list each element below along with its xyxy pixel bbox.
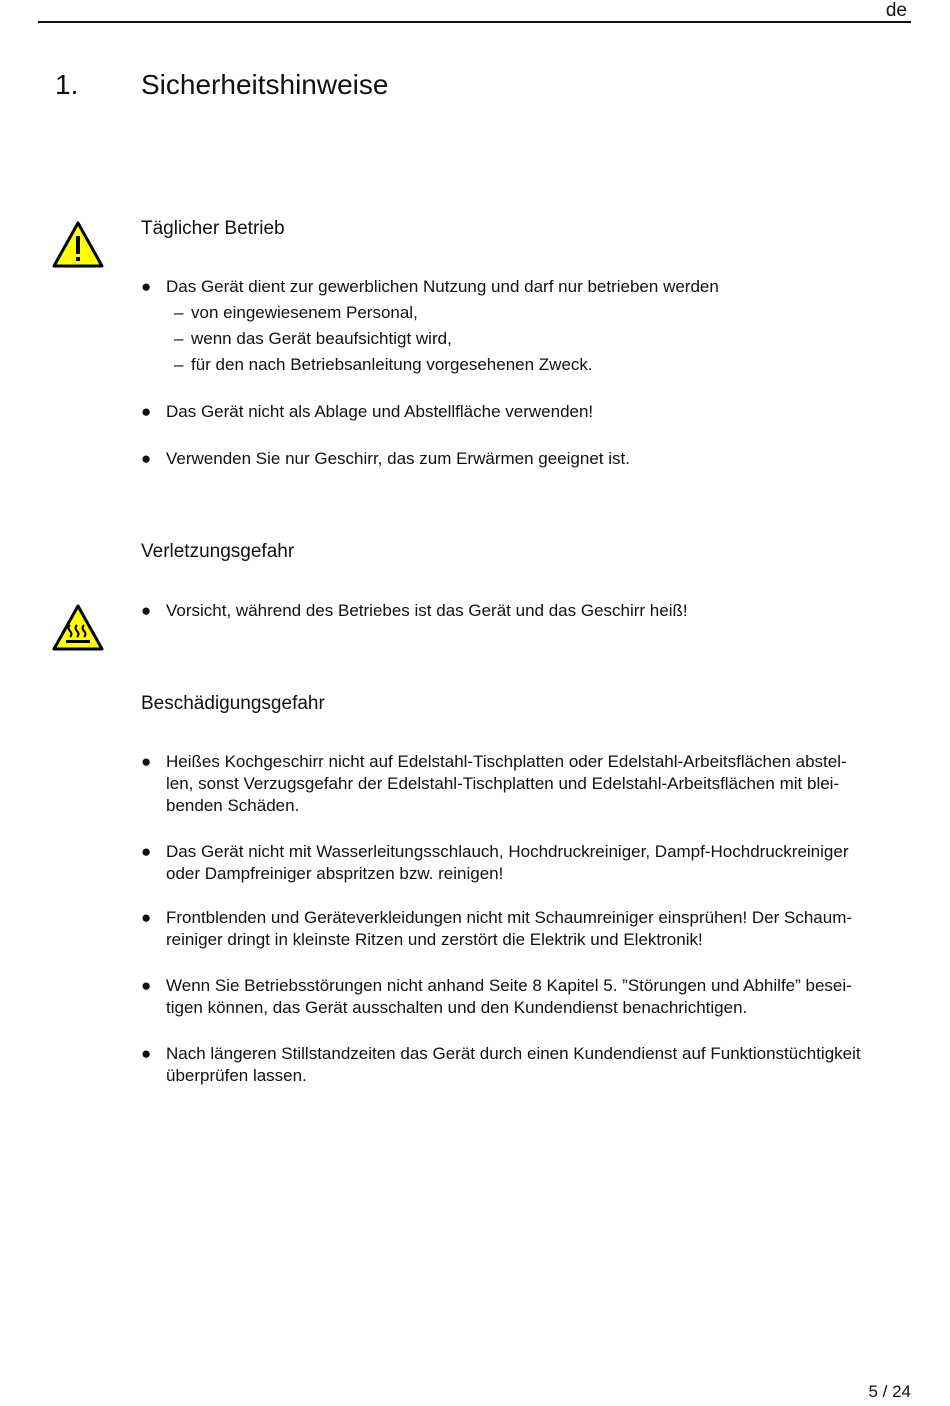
list-item: ● Nach längeren Stillstandzeiten das Gerät durch einen Kundendienst auf Funktionstüchtigkeit überprüfen lassen. <box>141 1044 861 1085</box>
list-item: ● Vorsicht, während des Betriebes ist das Gerät und das Geschirr heiß! <box>141 601 688 620</box>
bullet-icon: ● <box>141 976 152 995</box>
list-item: ● Das Gerät dient zur gewerblichen Nutzung und darf nur betrieben werden <box>141 277 719 296</box>
bullet-icon: ● <box>141 277 152 296</box>
warning-exclamation-icon <box>51 220 105 269</box>
language-code: de <box>885 0 907 21</box>
chapter-number: 1. <box>55 69 79 100</box>
sub-list-item: – für den nach Betriebsanleitung vorgesehenen Zweck. <box>174 355 593 374</box>
list-item: ● Das Gerät nicht mit Wasserleitungsschlauch, Hochdruckreiniger, Dampf-Hochdruckreiniger oder Dampfreiniger abspritzen bzw. reinigen! <box>141 842 849 883</box>
list-item: ● Das Gerät nicht als Ablage und Abstellfläche verwenden! <box>141 402 594 421</box>
bullet-icon: ● <box>141 601 152 620</box>
list-item: ● Wenn Sie Betriebsstörungen nicht anhand Seite 8 Kapitel 5. ”Störungen und Abhilfe” besei- tigen können, das Gerät ausschalten und den Kundendienst benachrichtigen. <box>141 976 852 1017</box>
chapter-title: Sicherheitshinweise <box>141 69 389 100</box>
list-item: ● Frontblenden und Geräteverkleidungen nicht mit Schaumreiniger einsprühen! Der Schaum- reiniger dringt in kleinste Ritzen und zerstört die Elektrik und Elektronik! <box>141 908 853 949</box>
sub-list-item: – von eingewiesenem Personal, <box>174 303 418 322</box>
header-rule <box>38 21 911 23</box>
dash-icon: – <box>174 303 184 322</box>
section-heading-daily: Täglicher Betrieb <box>141 218 285 239</box>
dash-icon: – <box>174 329 184 348</box>
bullet-icon: ● <box>141 842 152 861</box>
section-heading-injury: Verletzungsgefahr <box>141 541 295 562</box>
bullet-icon: ● <box>141 449 152 468</box>
bullet-icon: ● <box>141 752 152 771</box>
bullet-icon: ● <box>141 402 152 421</box>
list-item: ● Verwenden Sie nur Geschirr, das zum Erwärmen geeignet ist. <box>141 449 630 468</box>
bullet-icon: ● <box>141 1044 152 1063</box>
sub-list-item: – wenn das Gerät beaufsichtigt wird, <box>174 329 452 348</box>
section-heading-damage: Beschädigungsgefahr <box>141 693 325 714</box>
page-number: 5 / 24 <box>868 1382 911 1401</box>
hot-surface-warning-icon <box>51 603 105 652</box>
list-item: ● Heißes Kochgeschirr nicht auf Edelstahl-Tischplatten oder Edelstahl-Arbeitsflächen abstel- len, sonst Verzugsgefahr der Edelstahl-Tischplatten und Edelstahl-Arbeitsflächen mit blei- benden Schäden. <box>141 752 847 815</box>
dash-icon: – <box>174 355 184 374</box>
bullet-icon: ● <box>141 908 152 927</box>
